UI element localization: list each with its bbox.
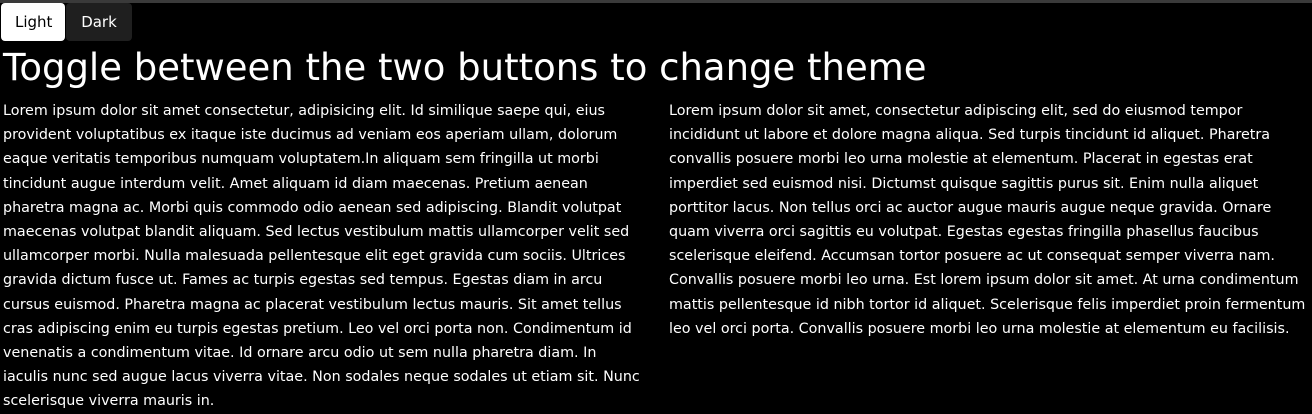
dark-theme-button[interactable]: Dark	[66, 3, 132, 41]
theme-toggle	[1, 3, 132, 43]
right-paragraph: Lorem ipsum dolor sit amet, consectetur adipiscing elit, sed do eiusmod tempor incididunt ut labore et dolore magna aliqua. Sed turpis tincidunt id aliquet. Pharetra convallis posuere morbi leo urna molestie at elementum. Placerat in egestas erat imperdiet sed euismod nisi. Dictumst quisque sagittis purus sit. Enim nulla aliquet porttitor lacus. Non tellus orci ac auctor augue mauris augue neque gravida. Ornare quam viverra orci sagittis eu volutpat. Egestas egestas fringilla phasellus faucibus scelerisque eleifend. Accumsan tortor posuere ac ut consequat semper viverra nam. Convallis posuere morbi leo urna. Est lorem ipsum dolor sit amet. At urna condimentum mattis pellentesque id nibh tortor id aliquet. Scelerisque felis imperdiet proin fermentum leo vel orci porta. Convallis posuere morbi leo urna molestie at elementum eu facilisis.	[669, 103, 1306, 337]
light-theme-button[interactable]: Light	[1, 3, 65, 41]
page-title: Toggle between the two buttons to change theme	[3, 46, 927, 89]
left-paragraph: Lorem ipsum dolor sit amet consectetur, adipisicing elit. Id similique saepe qui, eius provident voluptatibus ex itaque iste ducimus ad veniam eos aperiam ullam, dolorum eaque veritatis temporibus numquam voluptatem.In aliquam sem fringilla ut morbi tincidunt augue interdum velit. Amet aliquam id diam maecenas. Pretium aenean pharetra magna ac. Morbi quis commodo odio aenean sed adipiscing. Blandit volutpat maecenas volutpat blandit aliquam. Sed lectus vestibulum mattis ullamcorper velit sed ullamcorper morbi. Nulla malesuada pellentesque elit eget gravida cum sociis. Ultrices gravida dictum fusce ut. Fames ac turpis egestas sed tempus. Egestas diam in arcu cursus euismod. Pharetra magna ac placerat vestibulum lectus mauris. Sit amet tellus cras adipiscing enim eu turpis egestas pretium. Leo vel orci porta non. Condimentum id venenatis a condimentum vitae. Id ornare arcu odio ut sem nulla pharetra diam. In iaculis nunc sed augue lacus viverra vitae. Non sodales neque sodales ut etiam sit. Nunc scelerisque viverra mauris in.	[3, 103, 640, 410]
content-columns	[3, 99, 1309, 414]
